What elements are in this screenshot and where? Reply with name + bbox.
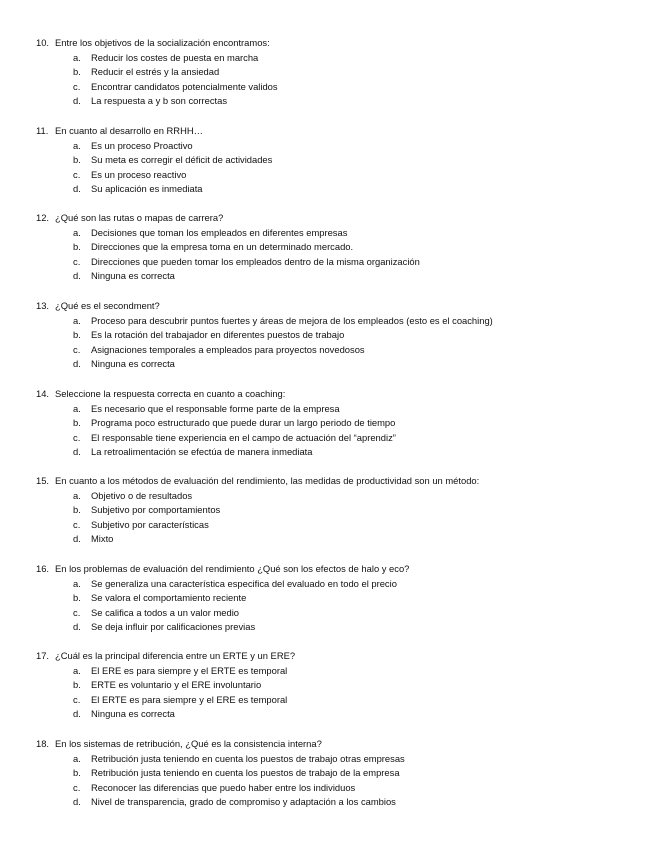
option-letter: d. <box>73 621 81 633</box>
question-stem <box>36 562 636 577</box>
question-text: ¿Cuál es la principal diferencia entre un ERTE y un ERE? <box>55 650 296 661</box>
option-text: Subjetivo por características <box>91 518 209 530</box>
option-b <box>36 416 636 431</box>
option-a <box>36 402 636 417</box>
option-text: Retribución justa teniendo en cuenta los puestos de trabajo de la empresa <box>91 767 400 779</box>
option-c <box>36 693 636 708</box>
option-letter: d. <box>73 533 81 545</box>
option-text: Direcciones que pueden tomar los empleados dentro de la misma organización <box>91 255 420 267</box>
option-letter: c. <box>73 431 81 443</box>
question-number: 13. <box>36 300 50 311</box>
option-text: El ERTE es para siempre y el ERE es temporal <box>91 693 288 705</box>
option-d <box>36 182 636 197</box>
option-letter: c. <box>73 518 81 530</box>
option-b <box>36 766 636 781</box>
question-stem <box>36 474 636 489</box>
question-number: 16. <box>36 563 50 574</box>
option-c <box>36 781 636 796</box>
option-letter: d. <box>73 358 81 370</box>
question-16 <box>36 562 636 635</box>
option-letter: c. <box>73 168 81 180</box>
option-letter: a. <box>73 752 81 764</box>
option-text: Retribución justa teniendo en cuenta los puestos de trabajo otras empresas <box>91 752 405 764</box>
question-text: ¿Qué es el secondment? <box>55 300 160 311</box>
option-text: Es un proceso reactivo <box>91 168 187 180</box>
option-c <box>36 343 636 358</box>
question-17 <box>36 649 636 722</box>
option-b <box>36 678 636 693</box>
option-letter: a. <box>73 402 81 414</box>
option-text: Ninguna es correcta <box>91 708 175 720</box>
option-letter: a. <box>73 489 81 501</box>
option-letter: a. <box>73 226 81 238</box>
option-a <box>36 752 636 767</box>
option-letter: a. <box>73 314 81 326</box>
question-stem <box>36 649 636 664</box>
option-b <box>36 240 636 255</box>
option-letter: a. <box>73 577 81 589</box>
option-letter: d. <box>73 270 81 282</box>
option-a <box>36 51 636 66</box>
option-letter: c. <box>73 693 81 705</box>
question-number: 11. <box>36 125 49 136</box>
option-letter: b. <box>73 241 81 253</box>
option-text: Programa poco estructurado que puede durar un largo periodo de tiempo <box>91 417 396 429</box>
option-c <box>36 431 636 446</box>
option-text: Es la rotación del trabajador en diferentes puestos de trabajo <box>91 329 345 341</box>
option-letter: d. <box>73 708 81 720</box>
option-text: Es necesario que el responsable forme parte de la empresa <box>91 402 340 414</box>
question-13 <box>36 299 636 372</box>
option-text: Su aplicación es inmediata <box>91 183 203 195</box>
question-number: 10. <box>36 37 50 48</box>
option-letter: b. <box>73 154 81 166</box>
option-text: Ninguna es correcta <box>91 358 175 370</box>
option-d <box>36 445 636 460</box>
option-letter: d. <box>73 446 81 458</box>
question-14 <box>36 387 636 460</box>
option-text: El responsable tiene experiencia en el campo de actuación del “aprendiz” <box>91 431 396 443</box>
option-d <box>36 532 636 547</box>
option-letter: d. <box>73 95 81 107</box>
option-letter: b. <box>73 417 81 429</box>
option-a <box>36 664 636 679</box>
question-text: En los sistemas de retribución, ¿Qué es la consistencia interna? <box>55 738 322 749</box>
option-text: La retroalimentación se efectúa de manera inmediata <box>91 446 313 458</box>
option-b <box>36 153 636 168</box>
option-letter: c. <box>73 606 81 618</box>
option-letter: a. <box>73 139 81 151</box>
question-stem <box>36 299 636 314</box>
option-text: Nivel de transparencia, grado de compromiso y adaptación a los cambios <box>91 796 396 808</box>
option-c <box>36 80 636 95</box>
option-letter: b. <box>73 504 81 516</box>
question-stem <box>36 36 636 51</box>
question-number: 15. <box>36 475 50 486</box>
option-a <box>36 489 636 504</box>
option-c <box>36 518 636 533</box>
question-stem <box>36 124 636 139</box>
option-letter: b. <box>73 767 81 779</box>
option-c <box>36 255 636 270</box>
option-d <box>36 620 636 635</box>
option-text: Objetivo o de resultados <box>91 489 193 501</box>
question-text: Seleccione la respuesta correcta en cuanto a coaching: <box>55 388 286 399</box>
option-text: El ERE es para siempre y el ERTE es temporal <box>91 664 288 676</box>
question-stem <box>36 737 636 752</box>
option-b <box>36 65 636 80</box>
option-text: Se generaliza una característica especifica del evaluado en todo el precio <box>91 577 397 589</box>
option-d <box>36 707 636 722</box>
question-text: Entre los objetivos de la socialización encontramos: <box>55 37 270 48</box>
question-12 <box>36 211 636 284</box>
option-b <box>36 328 636 343</box>
option-letter: c. <box>73 343 81 355</box>
option-letter: a. <box>73 51 81 63</box>
option-letter: d. <box>73 796 81 808</box>
option-a <box>36 139 636 154</box>
option-letter: b. <box>73 329 81 341</box>
question-number: 14. <box>36 388 50 399</box>
option-letter: b. <box>73 66 81 78</box>
option-text: Su meta es corregir el déficit de actividades <box>91 154 273 166</box>
option-d <box>36 795 636 810</box>
option-a <box>36 577 636 592</box>
option-text: Se valora el comportamiento reciente <box>91 592 247 604</box>
option-text: Proceso para descubrir puntos fuertes y áreas de mejora de los empleados (esto es el coaching) <box>91 314 493 326</box>
question-number: 17. <box>36 650 50 661</box>
option-text: Encontrar candidatos potencialmente validos <box>91 80 278 92</box>
option-text: Se deja influir por calificaciones previas <box>91 621 256 633</box>
option-d <box>36 357 636 372</box>
question-10 <box>36 36 636 109</box>
option-d <box>36 269 636 284</box>
question-18 <box>36 737 636 810</box>
question-number: 12. <box>36 212 50 223</box>
option-text: Se califica a todos a un valor medio <box>91 606 239 618</box>
option-text: Ninguna es correcta <box>91 270 175 282</box>
question-text: En los problemas de evaluación del rendimiento ¿Qué son los efectos de halo y eco? <box>55 563 410 574</box>
question-number: 18. <box>36 738 50 749</box>
option-letter: c. <box>73 255 81 267</box>
option-text: La respuesta a y b son correctas <box>91 95 228 107</box>
option-letter: b. <box>73 679 81 691</box>
option-c <box>36 168 636 183</box>
option-text: Reducir los costes de puesta en marcha <box>91 51 259 63</box>
option-text: Mixto <box>91 533 114 545</box>
option-text: Reducir el estrés y la ansiedad <box>91 66 220 78</box>
option-a <box>36 314 636 329</box>
option-d <box>36 94 636 109</box>
question-11 <box>36 124 636 197</box>
option-letter: c. <box>73 80 81 92</box>
option-text: Direcciones que la empresa toma en un determinado mercado. <box>91 241 354 253</box>
option-letter: b. <box>73 592 81 604</box>
question-15 <box>36 474 636 547</box>
question-stem <box>36 387 636 402</box>
option-letter: a. <box>73 664 81 676</box>
option-letter: c. <box>73 781 81 793</box>
option-a <box>36 226 636 241</box>
option-text: Reconocer las diferencias que puedo haber entre los individuos <box>91 781 356 793</box>
option-c <box>36 606 636 621</box>
option-text: Es un proceso Proactivo <box>91 139 193 151</box>
question-text: En cuanto al desarrollo en RRHH… <box>55 125 203 136</box>
question-text: ¿Qué son las rutas o mapas de carrera? <box>55 212 224 223</box>
option-b <box>36 591 636 606</box>
option-letter: d. <box>73 183 81 195</box>
option-b <box>36 503 636 518</box>
option-text: Subjetivo por comportamientos <box>91 504 221 516</box>
option-text: Asignaciones temporales a empleados para proyectos novedosos <box>91 343 365 355</box>
option-text: ERTE es voluntario y el ERE involuntario <box>91 679 262 691</box>
question-stem <box>36 211 636 226</box>
option-text: Decisiones que toman los empleados en diferentes empresas <box>91 226 348 238</box>
question-text: En cuanto a los métodos de evaluación del rendimiento, las medidas de productividad son un método: <box>55 475 480 486</box>
